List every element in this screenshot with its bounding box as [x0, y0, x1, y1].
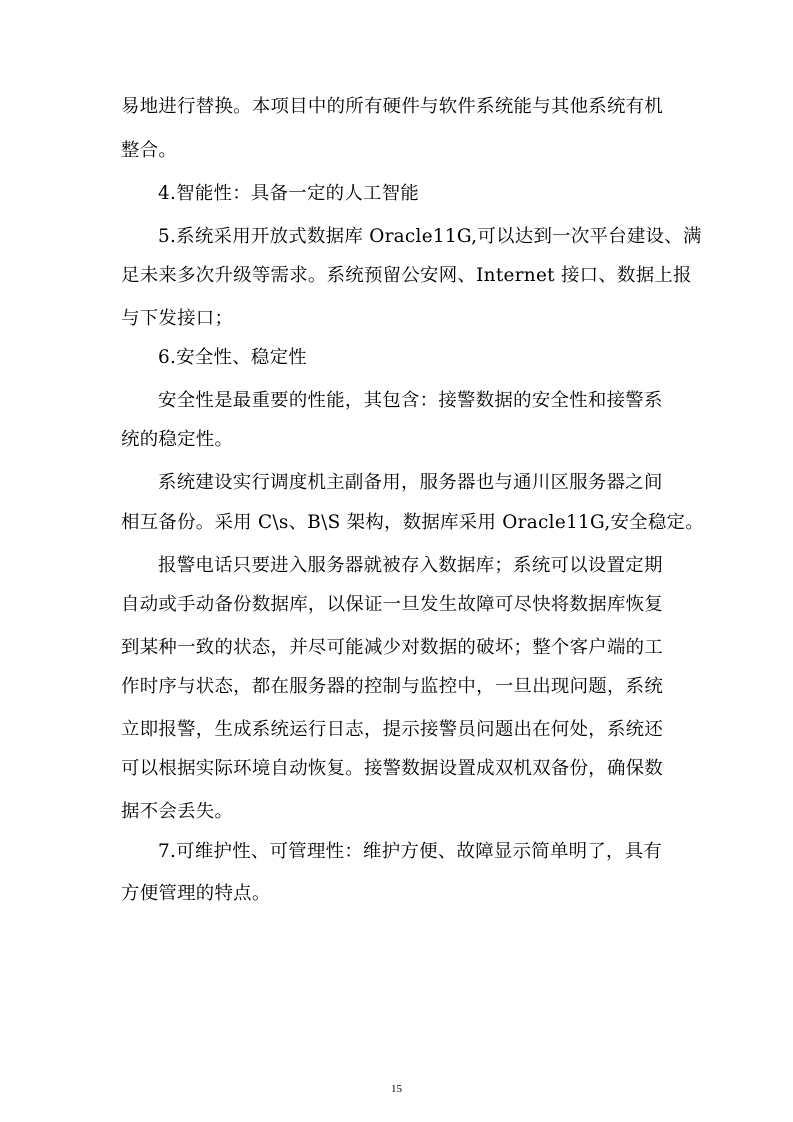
text-line: 安全性是最重要的性能，其包含：接警数据的安全性和接警系	[158, 390, 663, 411]
text-line: 相互备份。采用 C\s、B\S 架构，数据库采用 Oracle11G,安全稳定。	[121, 512, 704, 533]
text-line: 据不会丢失。	[121, 801, 234, 822]
text-line: 方便管理的特点。	[121, 883, 271, 904]
text-line: 到某种一致的状态，并尽可能减少对数据的破坏；整个客户端的工	[121, 637, 664, 658]
text-line: 系统建设实行调度机主副备用，服务器也与通川区服务器之间	[158, 472, 663, 493]
text-line: 作时序与状态，都在服务器的控制与监控中，一旦出现问题，系统	[121, 676, 664, 697]
text-line: 统的稳定性。	[121, 429, 234, 450]
text-line: 易地进行替换。本项目中的所有硬件与软件系统能与其他系统有机	[121, 96, 664, 117]
text-line: 5.系统采用开放式数据库 Oracle11G,可以达到一次平台建设、满	[158, 226, 702, 247]
text-line: 报警电话只要进入服务器就被存入数据库；系统可以设置定期	[158, 555, 663, 576]
text-line: 7.可维护性、可管理性：维护方便、故障显示简单明了，具有	[158, 841, 663, 862]
text-line: 足未来多次升级等需求。系统预留公安网、Internet 接口、数据上报	[121, 265, 692, 286]
text-line: 立即报警，生成系统运行日志，提示接警员问题出在何处，系统还	[121, 719, 664, 740]
text-line: 6.安全性、稳定性	[158, 347, 307, 368]
text-line: 4.智能性：具备一定的人工智能	[158, 183, 420, 204]
text-line: 自动或手动备份数据库，以保证一旦发生故障可尽快将数据库恢复	[121, 594, 664, 615]
text-line: 可以根据实际环境自动恢复。接警数据设置成双机双备份，确保数	[121, 758, 664, 779]
text-line: 与下发接口；	[121, 308, 234, 329]
text-line: 整合。	[121, 140, 178, 161]
page-number: 15	[391, 1083, 402, 1095]
